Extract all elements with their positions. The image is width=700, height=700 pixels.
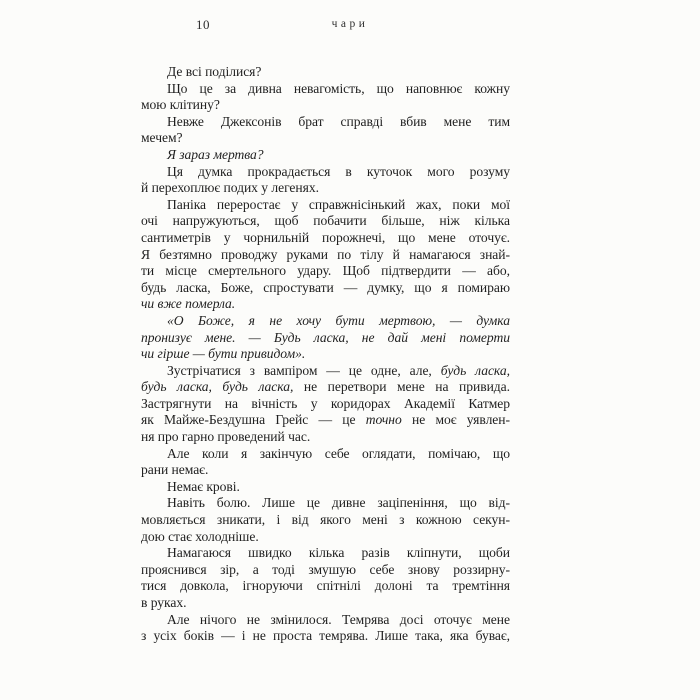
text-segment: Я безтямно проводжу руками по тілу й намагаюся знай- [141, 246, 510, 262]
text-line [141, 578, 510, 595]
text-segment: не перетвори мене на привида. [293, 379, 510, 395]
text-line [141, 595, 510, 612]
text-line [141, 462, 510, 479]
text-segment: в руках. [141, 595, 187, 610]
text-segment: будь ласка, Боже, спростувати — думку, що я помираю [141, 279, 510, 295]
text-line [141, 197, 510, 214]
text-segment-italic: будь ласка, будь ласка, [141, 379, 294, 395]
text-segment: Немає крові. [167, 478, 240, 494]
text-line [141, 562, 510, 579]
page-header [0, 17, 700, 35]
text-segment: Що це за дивна невагомість, що наповнює кожну [167, 80, 510, 96]
text-segment: Намагаюся швидко кілька разів кліпнути, щоби [167, 545, 510, 561]
text-line [141, 330, 510, 347]
text-segment: ня про гарно проведений час. [141, 429, 311, 445]
text-line [141, 529, 510, 546]
text-line [141, 545, 510, 562]
text-segment: Зустрічатися з вампіром — це одне, але, [167, 362, 441, 378]
text-line [141, 296, 510, 313]
text-segment: з усіх боків — і не проста темрява. Лише така, яка буває, [141, 628, 510, 644]
text-line [141, 81, 510, 98]
text-segment: сантиметрів у чорнильній порожнечі, що мене оточує. [141, 229, 510, 245]
text-segment-italic: чи гірше — бути привидом». [141, 346, 306, 362]
running-title: чари [331, 18, 369, 30]
text-segment: очі напружуються, щоб побачити більше, ніж кілька [141, 213, 510, 229]
text-line [141, 628, 510, 645]
text-line [141, 263, 510, 280]
text-segment: Але нічого не змінилося. Темрява досі оточує мене [167, 611, 510, 627]
text-line [141, 495, 510, 512]
text-segment: не моє уявлен- [401, 412, 510, 428]
text-segment-italic: чи вже померла. [141, 296, 236, 312]
text-segment: як Майже-Бездушна Грейс — це [141, 412, 366, 428]
text-line [141, 180, 510, 197]
text-segment: й перехоплює подих у легенях. [141, 180, 319, 196]
text-line [141, 396, 510, 413]
text-line [141, 446, 510, 463]
text-segment: Навіть болю. Лише це дивне заціпеніння, що від- [167, 495, 510, 511]
text-segment: прояснився зір, а тоді змушую себе знову роззирну- [141, 561, 510, 577]
text-segment-italic: будь ласка, [440, 362, 510, 378]
page-number: 10 [196, 17, 210, 32]
text-segment: Невже Джексонів брат справді вбив мене тим [167, 113, 510, 129]
text-segment: Де всі поділися? [167, 64, 262, 79]
text-line [141, 247, 510, 264]
text-segment: рани немає. [141, 462, 209, 478]
text-line [141, 230, 510, 247]
text-segment: тися довкола, ігноруючи спітнілі долоні та тремтіння [141, 578, 510, 594]
text-line [141, 379, 510, 396]
text-segment: Застрягнути на вічність у коридорах Академії Катмер [141, 395, 510, 411]
text-segment-italic: пронизує мене. — Будь ласка, не дай мені померти [141, 329, 510, 345]
text-segment-italic: точно [365, 412, 402, 428]
text-line [141, 412, 510, 429]
text-line [141, 97, 510, 114]
text-segment: Але коли я закінчую себе оглядати, помічаю, що [167, 445, 510, 461]
text-line [141, 114, 510, 131]
text-line [141, 363, 510, 380]
text-segment-italic: Я зараз мертва? [167, 146, 264, 162]
text-segment: Ця думка прокрадається в куточок мого розуму [167, 163, 510, 179]
text-line [141, 164, 510, 181]
text-line [141, 429, 510, 446]
text-line [141, 280, 510, 297]
text-segment: ти місце смертельного удару. Щоб підтвердити — або, [141, 263, 510, 279]
text-segment: мечем? [141, 130, 183, 146]
text-line [141, 64, 510, 81]
text-line [141, 213, 510, 230]
text-line [141, 512, 510, 529]
text-segment: Паніка переростає у справжнісінький жах, поки мої [167, 196, 510, 212]
text-line [141, 147, 510, 164]
text-segment: мовляється зникати, і від якого мені з кожною секун- [141, 512, 510, 528]
text-segment: мою клітину? [141, 97, 220, 113]
text-segment-italic: «О Боже, я не хочу бути мертвою, — думка [167, 312, 510, 328]
text-block [141, 64, 510, 645]
text-line [141, 479, 510, 496]
text-line [141, 130, 510, 147]
text-line [141, 313, 510, 330]
text-line [141, 346, 510, 363]
text-segment: дою стає холодніше. [141, 528, 259, 544]
text-line [141, 612, 510, 629]
